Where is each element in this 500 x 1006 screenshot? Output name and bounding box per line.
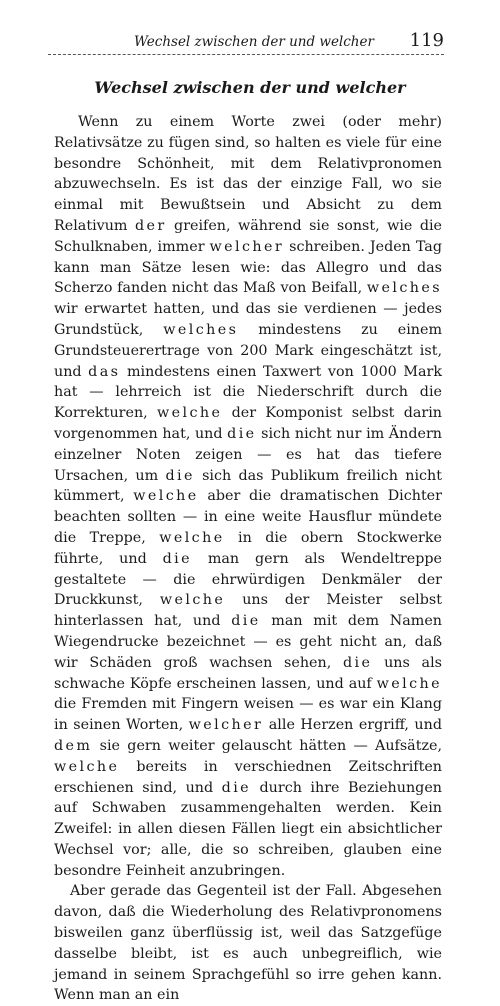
spaced-word: die — [342, 654, 373, 671]
spaced-word: das — [88, 363, 121, 380]
spaced-word: welches — [163, 321, 239, 338]
body-text — [54, 112, 442, 1006]
paragraph-1 — [54, 112, 442, 881]
text-run: man gern als Wendeltreppe gestaltete — die ehrwürdigen Denkmäler der Druckkunst, — [54, 550, 442, 609]
header-rule — [48, 54, 444, 55]
spaced-word: welche — [159, 529, 225, 546]
spaced-word: welche — [157, 405, 223, 422]
spaced-word: dem — [54, 737, 93, 754]
spaced-word: welche — [376, 675, 442, 692]
spaced-word: die — [162, 550, 192, 567]
text-run: uns als schwache Köpfe erscheinen lassen, und auf — [54, 654, 442, 692]
spaced-word: die — [165, 467, 195, 484]
text-run: alle Herzen ergriff, und — [263, 717, 442, 734]
text-run: Aber gerade das Gegenteil ist der Fall. Abgesehen davon, daß die Wiederholung des Relativpronomens bisweilen ganz überflüssig ist, weil das Satzgefüge dasselbe bleibt, ist es auch unbegreiflich, wie jemand in seinem Sprachgefühl so irre gehen kann. Wenn man an ein — [54, 883, 442, 1004]
spaced-word: die — [221, 779, 252, 796]
spaced-word: die — [231, 613, 261, 630]
spaced-word: die — [227, 425, 257, 442]
section-title: Wechsel zwischen der und welcher — [94, 78, 406, 97]
text-run: sich nicht nur im Ändern einzelner Noten zeigen — es hat das tiefere Ursachen, um — [54, 425, 442, 484]
running-header — [48, 30, 444, 51]
spaced-word: welche — [133, 488, 199, 505]
spaced-word: welches — [366, 280, 442, 297]
text-run: Wenn zu einem Worte zwei (oder mehr) Relativsätze zu fügen sind, so halten es viele für eine besondre Schönheit, mit dem Relativpronomen abzuwechseln. Es ist das der einzige Fall, wo sie einmal mit Bewußtsein und Absicht zu dem Relativum — [54, 114, 442, 234]
text-run: durch ihre Beziehungen auf Schwaben zusammengehalten werden. Kein Zweifel: in allen diesen Fällen liegt ein absichtlicher Wechsel vor; alle, die so schreiben, glauben eine besondre Feinheit anzubringen. — [54, 779, 442, 879]
text-run: aber die dramatischen Dichter beachten sollten — in eine weite Hausflur mündete die Treppe, — [54, 488, 442, 546]
text-run: der Komponist selbst darin vorgenommen hat, und — [54, 405, 442, 442]
text-run: man mit dem Namen Wiegendrucke bezeichnet — es geht nicht an, daß wir Schäden groß wachsen sehen, — [54, 613, 442, 671]
text-run: mindestens einen Taxwert von 1000 Mark hat — lehrreich ist die Niederschrift durch die Korrekturen, — [54, 363, 442, 422]
text-run: greifen, während sie sonst, wie die Schulknaben, immer — [54, 217, 442, 255]
text-run: sich das Publikum freilich nicht kümmert, — [54, 467, 443, 505]
text-run: in die obern Stockwerke führte, und — [54, 529, 442, 567]
text-run: schreiben. Jeden Tag kann man Sätze lesen wie: das Allegro und das Scherzo fanden nicht das Maß von Beifall, — [54, 238, 442, 297]
text-run: uns der Meister selbst hinterlassen hat, und — [54, 592, 442, 630]
spaced-word: welche — [159, 592, 226, 609]
text-run: die Fremden mit Fingern weisen — es war ein Klang in seinen Worten, — [54, 696, 442, 734]
page-number: 119 — [409, 30, 444, 51]
text-run: bereits in verschiednen Zeitschriften erschienen sind, und — [54, 758, 442, 796]
text-run: wir erwartet hatten, und das sie verdienen — jedes Grundstück, — [54, 301, 442, 338]
running-title: Wechsel zwischen der und welcher — [134, 34, 374, 50]
spaced-word: der — [134, 217, 167, 234]
spaced-word: welche — [54, 758, 120, 775]
text-run: mindestens zu einem Grundsteuerertrage von 200 Mark eingeschätzt ist, und — [54, 321, 443, 380]
spaced-word: welcher — [188, 717, 264, 734]
paragraph-2 — [54, 881, 442, 1006]
spaced-word: welcher — [209, 238, 285, 255]
text-run: sie gern weiter gelauscht hätten — Aufsätze, — [92, 737, 442, 754]
